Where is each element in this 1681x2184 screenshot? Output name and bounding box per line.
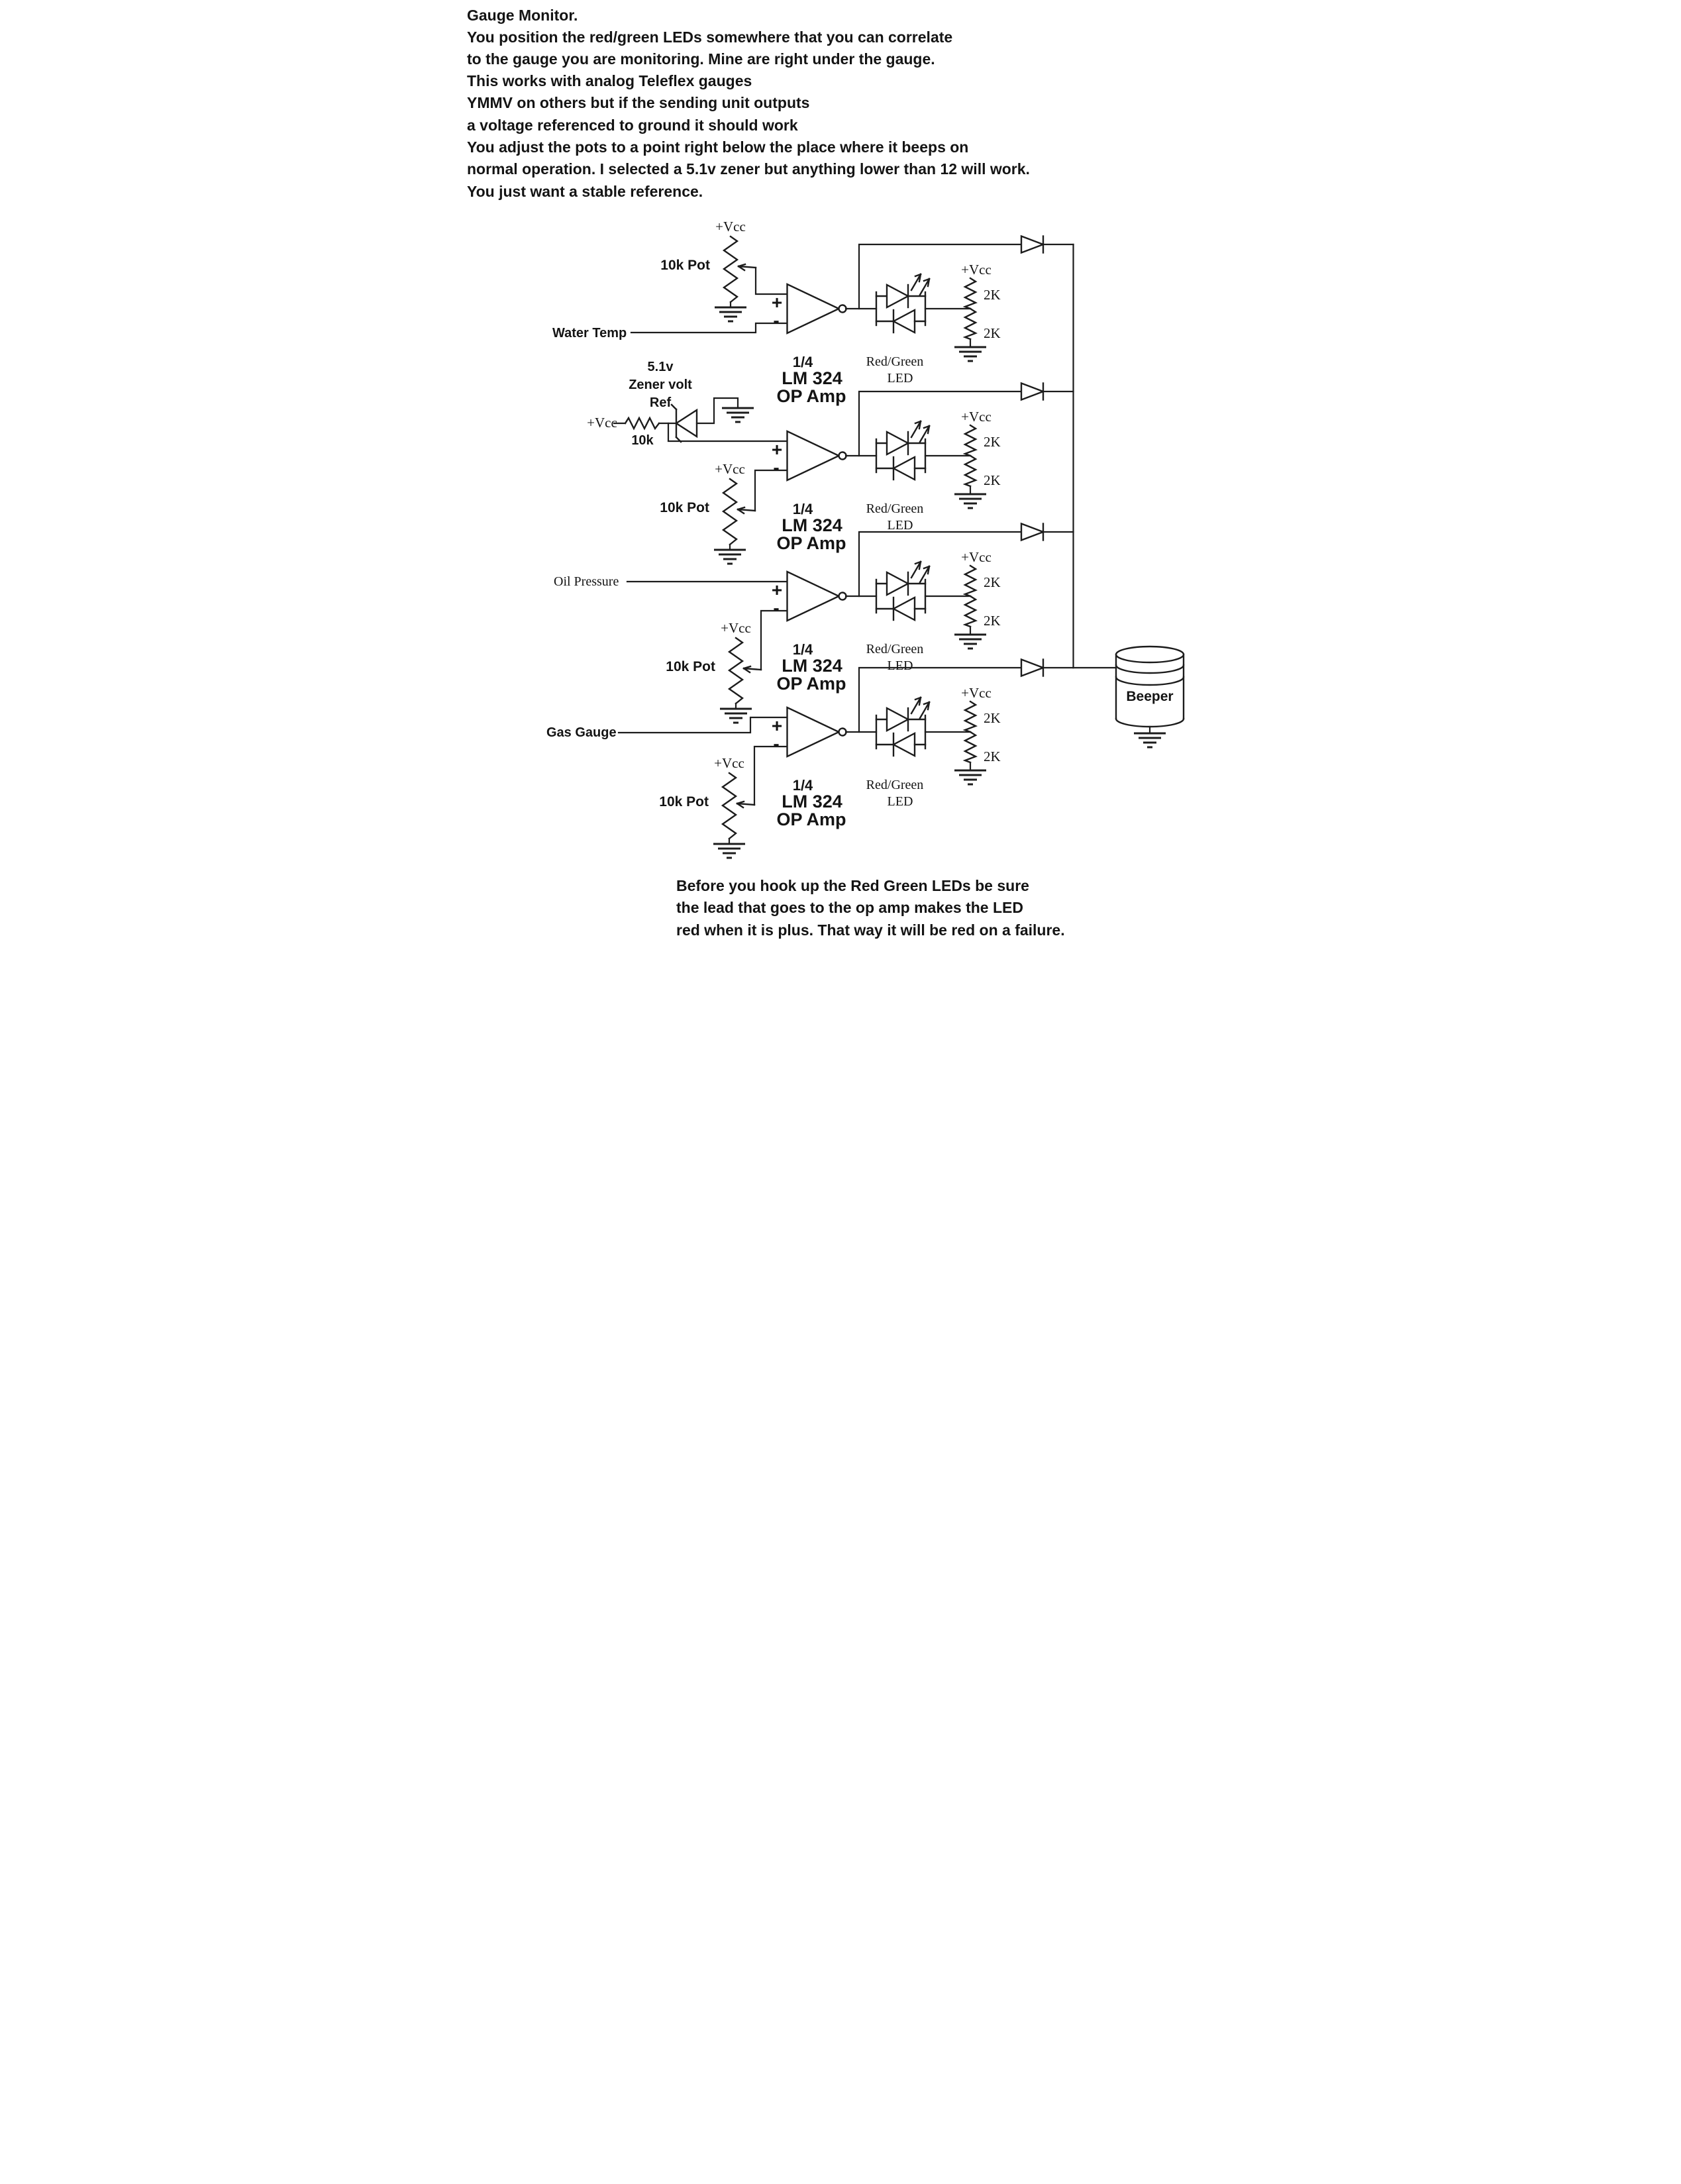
intro-paragraph	[467, 7, 1030, 200]
pot-label: 10k Pot	[659, 500, 709, 515]
opamp-symbol	[787, 572, 846, 621]
ground-icon	[954, 635, 986, 649]
pot-label: 10k Pot	[658, 794, 709, 809]
led-caption: Red/Green	[866, 778, 923, 792]
ground-icon	[722, 408, 754, 422]
opamp-symbol	[787, 431, 846, 480]
red-green-led-icon	[876, 274, 929, 333]
opamp-caption: 1/4	[792, 777, 813, 794]
plus-input-sign: +	[771, 715, 782, 736]
resistor-2k-bottom	[965, 732, 976, 762]
opamp-caption: LM 324	[781, 368, 842, 388]
pot-resistor	[723, 479, 737, 545]
opamp-caption: 1/4	[792, 501, 813, 517]
beeper-cylinder	[1116, 647, 1184, 727]
wiper-wire	[755, 470, 788, 511]
ground-icon	[954, 494, 986, 508]
opamp-caption: OP Amp	[776, 533, 846, 553]
input-wire	[631, 323, 788, 333]
vcc-label: +Vcc	[960, 409, 992, 425]
resistor-2k-top	[965, 425, 976, 456]
led-caption: LED	[887, 658, 913, 673]
vcc-label: +Vcc	[960, 549, 992, 565]
led-caption: Red/Green	[866, 501, 923, 516]
intro-line: You adjust the pots to a point right below the place where it beeps on	[466, 138, 968, 156]
input-label-water-temp: Water Temp	[552, 326, 627, 340]
led-caption: LED	[887, 371, 913, 386]
vcc-label: +Vcc	[720, 620, 751, 636]
circuit-schematic	[421, 0, 1261, 1092]
opamp-symbol	[787, 284, 846, 333]
opamp-caption: LM 324	[781, 792, 842, 811]
vcc-label: +Vcc	[960, 685, 992, 701]
intro-line: a voltage referenced to ground it should work	[466, 117, 798, 134]
pot-label: 10k Pot	[660, 258, 710, 273]
opamp-caption: 1/4	[792, 354, 813, 370]
wiper-arrow-icon	[744, 666, 761, 672]
opamp-caption: LM 324	[781, 515, 842, 535]
resistor-2k-label: 2K	[983, 287, 1001, 303]
reference-resistor-10k	[625, 418, 659, 429]
minus-input-sign: -	[772, 457, 780, 478]
zener-ref-label: Zener volt	[628, 378, 692, 392]
minus-input-sign: -	[772, 598, 780, 618]
resistor-2k-label: 2K	[983, 325, 1001, 341]
zener-ref-label: 5.1v	[647, 360, 673, 374]
intro-line: normal operation. I selected a 5.1v zener but anything lower than 12 will work.	[466, 160, 1030, 178]
opamp-caption: 1/4	[792, 641, 813, 658]
diode-icon	[1021, 384, 1043, 400]
intro-line: YMMV on others but if the sending unit outputs	[466, 94, 809, 111]
ground-icon	[713, 844, 745, 858]
opamp-caption: LM 324	[781, 656, 842, 676]
stage-oil-pressure	[554, 524, 1074, 723]
intro-line: to the gauge you are monitoring. Mine are right under the gauge.	[466, 50, 935, 68]
resistor-2k-label: 2K	[983, 574, 1001, 590]
vcc-label: +Vcc	[586, 415, 617, 431]
plus-input-sign: +	[771, 580, 782, 600]
led-caption: Red/Green	[866, 354, 923, 369]
resistor-2k-top	[965, 278, 976, 309]
wiper-arrow-icon	[739, 264, 756, 270]
plus-input-sign: +	[771, 292, 782, 313]
zener-ref-label: Ref	[649, 395, 671, 410]
diode-icon	[1021, 660, 1043, 676]
stage-zener-reference	[660, 384, 1073, 564]
led-caption: Red/Green	[866, 642, 923, 656]
wiper-arrow-icon	[738, 507, 755, 513]
red-green-led-icon	[876, 421, 929, 480]
zener-reference-block	[587, 360, 787, 448]
diode-icon	[1021, 236, 1043, 253]
red-green-led-icon	[876, 562, 929, 620]
footer-line: Before you hook up the Red Green LEDs be sure	[676, 877, 1029, 894]
input-label-oil-pressure: Oil Pressure	[553, 574, 619, 589]
opamp-caption: OP Amp	[776, 674, 846, 694]
resistor-2k-bottom	[965, 456, 976, 486]
plus-input-sign: +	[771, 439, 782, 460]
resistor-2k-top	[965, 566, 976, 596]
resistor-2k-label: 2K	[983, 613, 1001, 629]
resistor-2k-bottom	[965, 596, 976, 627]
input-label-gas-gauge: Gas Gauge	[546, 725, 617, 740]
ground-icon	[1134, 733, 1166, 747]
resistor-2k-label: 2K	[983, 472, 1001, 488]
led-caption: LED	[887, 518, 913, 533]
zener-diode-icon	[672, 405, 697, 442]
intro-line: This works with analog Teleflex gauges	[466, 72, 752, 89]
resistor-2k-bottom	[965, 309, 976, 339]
beeper-block	[1073, 647, 1184, 747]
ground-icon	[954, 770, 986, 784]
reference-resistor-label: 10k	[631, 433, 654, 448]
input-wire	[619, 717, 788, 733]
pot-resistor	[723, 773, 736, 839]
minus-input-sign: -	[772, 733, 780, 754]
wiper-arrow-icon	[737, 802, 754, 807]
resistor-2k-top	[965, 702, 976, 732]
red-green-led-icon	[876, 698, 929, 756]
vcc-label: +Vcc	[715, 219, 746, 234]
ground-icon	[954, 347, 986, 361]
vcc-label: +Vcc	[960, 262, 992, 278]
vcc-label: +Vcc	[713, 755, 744, 771]
ground-icon	[715, 307, 746, 321]
resistor-2k-label: 2K	[983, 749, 1001, 764]
footer-note	[676, 877, 1065, 939]
opamp-caption: OP Amp	[776, 809, 846, 829]
resistor-2k-label: 2K	[983, 434, 1001, 450]
pot-resistor	[729, 638, 742, 703]
diode-icon	[1021, 524, 1043, 541]
intro-line: You just want a stable reference.	[466, 183, 703, 200]
beeper-label: Beeper	[1125, 689, 1174, 704]
anode-ground-wire	[697, 398, 738, 423]
ground-icon	[720, 709, 752, 723]
intro-line: Gauge Monitor.	[466, 7, 578, 24]
opamp-caption: OP Amp	[776, 386, 846, 406]
scanned-schematic-page	[421, 0, 1261, 1092]
wiper-wire	[756, 268, 788, 294]
footer-line: red when it is plus. That way it will be red on a failure.	[676, 921, 1065, 939]
resistor-2k-label: 2K	[983, 710, 1001, 726]
pot-resistor	[724, 236, 737, 302]
minus-input-sign: -	[772, 310, 780, 331]
pot-label: 10k Pot	[665, 659, 715, 674]
ground-icon	[714, 550, 746, 564]
led-caption: LED	[887, 794, 913, 809]
opamp-symbol	[787, 707, 846, 756]
intro-line: You position the red/green LEDs somewhere that you can correlate	[466, 28, 952, 46]
footer-line: the lead that goes to the op amp makes the LED	[676, 899, 1023, 916]
vcc-label: +Vcc	[714, 461, 745, 477]
